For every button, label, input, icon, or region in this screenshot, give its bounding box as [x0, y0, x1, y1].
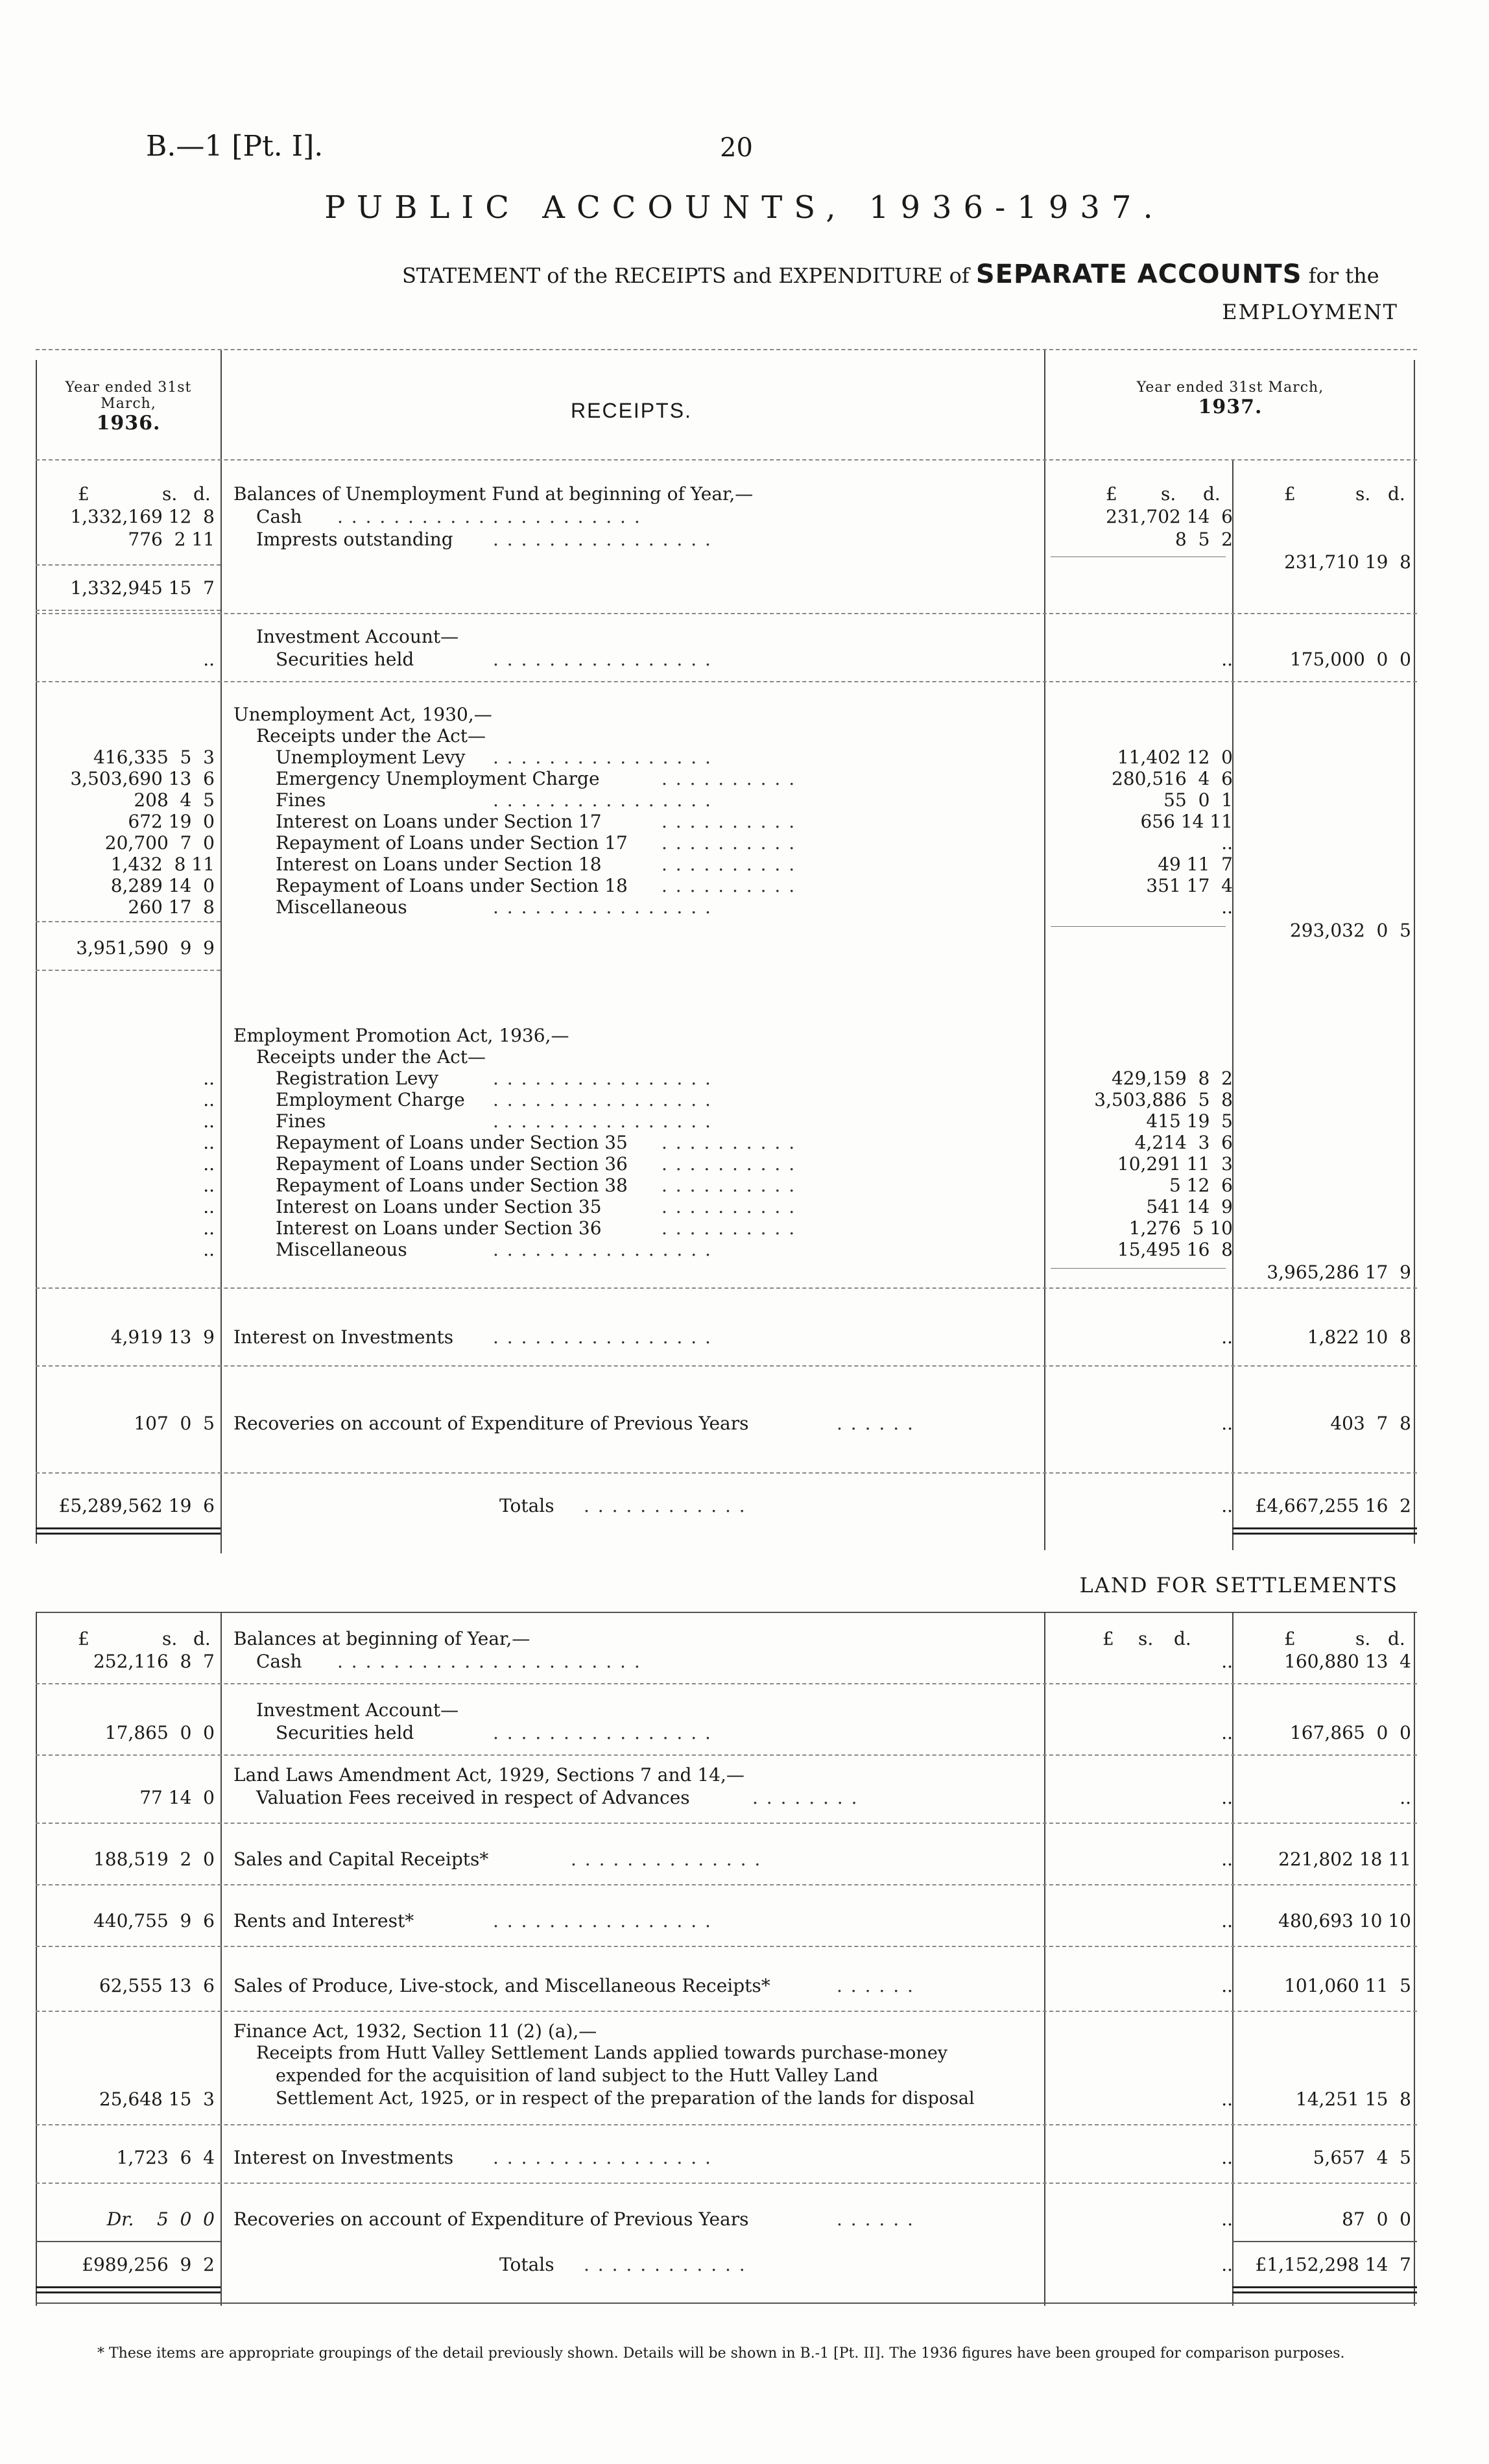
amount-1937-detail: 15,495 16 8	[1117, 1239, 1233, 1260]
row-rule	[36, 1884, 1417, 1885]
amount-1937-detail: ..	[1221, 1651, 1233, 1672]
amount-1937-detail: ..	[1221, 2208, 1233, 2230]
row-label: Employment Charge	[276, 1089, 465, 1110]
row-label: Interest on Loans under Section 17	[276, 811, 602, 832]
amount-1937-detail: ..	[1221, 1975, 1233, 1996]
row-label: Rents and Interest*	[233, 1910, 414, 1932]
table-row	[0, 854, 1489, 876]
unit-shilling: s.	[1138, 1628, 1154, 1649]
leader-dots: . . . . . . . . . . . . . . . .	[493, 2147, 712, 2168]
amount-1936: 208 4 5	[134, 789, 215, 811]
row-label: Valuation Fees received in respect of Advances	[256, 1787, 690, 1808]
amount-1936: 1,723 6 4	[116, 2147, 215, 2168]
row-label: Fines	[276, 789, 326, 811]
table-row	[0, 725, 1489, 747]
row-rule	[36, 1287, 1417, 1289]
table-row	[0, 704, 1489, 726]
amount-1937-detail: ..	[1221, 1326, 1233, 1348]
footnote: * These items are appropriate groupings of the detail previously shown. Details will be shown in B.-1 [Pt. II]. The 1936 figures have been grouped for comparison purposes.	[97, 2345, 1345, 2362]
amount-1936: 20,700 7 0	[104, 832, 215, 854]
table-row	[0, 1699, 1489, 1721]
row-label: Recoveries on account of Expenditure of Previous Years	[233, 2208, 749, 2230]
row-label: Balances of Unemployment Fund at beginning of Year,—	[233, 483, 754, 505]
table-row	[0, 1764, 1489, 1786]
amount-1937-detail: 541 14 9	[1146, 1196, 1233, 1217]
amount-1936: 25,648 15 3	[99, 2088, 215, 2110]
amount-1937-detail: 55 0 1	[1163, 789, 1233, 811]
leader-dots: . . . . . . . . . .	[661, 1175, 796, 1196]
table-row	[0, 1089, 1489, 1111]
table-row	[0, 1413, 1489, 1435]
row-label: Securities held	[276, 649, 414, 670]
leader-dots: . . . . . . . . . . . . . . . .	[493, 1089, 712, 1110]
row-rule	[36, 2011, 1417, 2012]
col2-header	[1045, 379, 1415, 418]
row-rule	[36, 613, 1417, 614]
unit-shilling: s.	[1161, 483, 1176, 505]
table-row	[0, 1326, 1489, 1348]
amount-1937-detail: ..	[1221, 832, 1233, 854]
table-row	[0, 577, 1489, 599]
amount-1936: 62,555 13 6	[99, 1975, 215, 1996]
table-row	[0, 529, 1489, 551]
table-row	[0, 551, 1489, 573]
leader-dots: . . . . . . . . . . . . . . . .	[493, 896, 712, 918]
amount-1936: 188,519 2 0	[93, 1848, 215, 1870]
section-employment-title: EMPLOYMENT	[1222, 300, 1398, 324]
section-land-title: LAND FOR SETTLEMENTS	[1079, 1573, 1398, 1597]
table-row	[0, 1110, 1489, 1132]
row-label: Receipts under the Act—	[256, 725, 486, 747]
table-row	[0, 1153, 1489, 1175]
table-row	[0, 1132, 1489, 1154]
amount-1937-detail: 3,503,886 5 8	[1094, 1089, 1233, 1110]
unit-pence: d.	[1174, 1628, 1191, 1649]
amount-1937-detail: ..	[1221, 2254, 1233, 2275]
subtitle-bold: SEPARATE ACCOUNTS	[975, 259, 1302, 289]
page-title: PUBLIC ACCOUNTS, 1936-1937.	[324, 189, 1165, 226]
col1-header-year: 1936.	[96, 412, 161, 435]
amount-1937-total: 14,251 15 8	[1295, 2088, 1411, 2110]
row-label: Recoveries on account of Expenditure of Previous Years	[233, 1413, 749, 1434]
double-rule	[1232, 1533, 1417, 1535]
row-label: Securities held	[276, 1722, 414, 1743]
amount-1937-detail: 415 19 5	[1146, 1110, 1233, 1132]
row-label: Unemployment Act, 1930,—	[233, 704, 492, 725]
unit-pound: £	[78, 483, 89, 505]
double-rule	[1232, 2286, 1417, 2288]
amount-1936: 416,335 5 3	[93, 747, 215, 768]
table-row	[0, 649, 1489, 671]
leader-dots: . . . . . . . .	[752, 1787, 859, 1808]
amount-1937-total: 167,865 0 0	[1289, 1722, 1411, 1743]
amount-1937-total: 221,802 18 11	[1278, 1848, 1411, 1870]
row-label: Sales of Produce, Live-stock, and Miscellaneous Receipts*	[233, 1975, 770, 1996]
leader-dots: . . . . . . . . . . . . . . . .	[493, 1239, 712, 1260]
row-label: Miscellaneous	[276, 896, 407, 918]
unit-pound: £	[1284, 1628, 1296, 1649]
amount-1937-detail: 351 17 4	[1146, 875, 1233, 896]
amount-1936: Dr. 5 0 0	[106, 2208, 215, 2230]
row-label: Repayment of Loans under Section 36	[276, 1153, 628, 1175]
amount-1936: 77 14 0	[139, 1787, 215, 1808]
col2-header-year: 1937.	[1198, 396, 1263, 418]
amount-1936: 260 17 8	[128, 896, 215, 918]
amount-1936: 3,503,690 13 6	[70, 768, 215, 789]
amount-1937-detail: 49 11 7	[1158, 854, 1233, 875]
leader-dots: . . . . . . . . . .	[661, 854, 796, 875]
col1-header-text: Year ended 31st March,	[65, 379, 192, 412]
unit-pound: £	[78, 1628, 89, 1649]
unit-pence: d.	[193, 1628, 211, 1649]
row-rule	[36, 2124, 1417, 2125]
table-row	[0, 1046, 1489, 1068]
row-rule	[36, 1823, 1417, 1824]
unit-pence: d.	[1203, 483, 1221, 505]
unit-shilling: s.	[162, 1628, 178, 1649]
row-label: Investment Account—	[256, 626, 459, 647]
double-rule	[1232, 2291, 1417, 2293]
leader-dots: . . . . . . . . . . . . . . . .	[493, 1910, 712, 1932]
row-rule	[36, 1365, 1417, 1367]
table-top-rule	[36, 349, 1417, 350]
amount-1936: 776 2 11	[128, 529, 215, 550]
amount-1936: ..	[203, 1196, 215, 1217]
row-label: Emergency Unemployment Charge	[276, 768, 600, 789]
row-rule	[36, 1946, 1417, 1947]
amount-1936: ..	[203, 1068, 215, 1089]
header-rule	[36, 459, 1417, 461]
amount-1937-total: 5,657 4 5	[1313, 2147, 1411, 2168]
amount-1937-total: 480,693 10 10	[1278, 1910, 1411, 1932]
amount-1936: 252,116 8 7	[93, 1651, 215, 1672]
col1-header	[38, 379, 219, 435]
row-label: Unemployment Levy	[276, 747, 466, 768]
amount-1937-detail: ..	[1221, 1910, 1233, 1932]
subtitle-post: for the	[1308, 263, 1379, 288]
table-row	[0, 1628, 1489, 1650]
amount-1937-detail: 5 12 6	[1169, 1175, 1233, 1196]
row-rule	[36, 681, 1417, 682]
leader-dots: . . . . . . . . . .	[661, 1217, 796, 1239]
row-rule	[36, 2183, 1417, 2184]
table-row	[0, 937, 1489, 959]
table-row	[0, 1175, 1489, 1197]
amount-1937-total: 87 0 0	[1342, 2208, 1411, 2230]
leader-dots: . . . . . . . . . . . . . . . .	[493, 1326, 712, 1348]
amount-1936: ..	[203, 1153, 215, 1175]
row-label: Miscellaneous	[276, 1239, 407, 1260]
amount-1936: 1,432 8 11	[110, 854, 215, 875]
row-label: Interest on Loans under Section 36	[276, 1217, 602, 1239]
amount-1937-detail: ..	[1221, 1722, 1233, 1743]
row-label: Repayment of Loans under Section 18	[276, 875, 628, 896]
amount-1936: 107 0 5	[134, 1413, 215, 1434]
row-rule	[36, 564, 220, 566]
table-row	[0, 1910, 1489, 1932]
row-label: Fines	[276, 1110, 326, 1132]
table-row	[0, 506, 1489, 528]
amount-1937-total: 293,032 0 5	[1289, 920, 1411, 941]
divider-col3	[1232, 461, 1233, 1550]
unit-shilling: s.	[162, 483, 178, 505]
leader-dots: . . . . . . . . . . . . . . . .	[493, 1722, 712, 1743]
leader-dots: . . . . . . . . . .	[661, 768, 796, 789]
double-rule	[1232, 1527, 1417, 1529]
row-rule	[36, 1754, 1417, 1756]
row-label: Interest on Investments	[233, 2147, 454, 2168]
amount-1937-detail: 11,402 12 0	[1117, 747, 1233, 768]
leader-dots: . . . . . . . . . .	[661, 1153, 796, 1175]
row-label: Finance Act, 1932, Section 11 (2) (a),—	[233, 2020, 597, 2042]
unit-pound: £	[1102, 1628, 1114, 1649]
land-top-rule	[36, 1612, 1417, 1613]
table-row	[0, 1975, 1489, 1997]
amount-1937-detail: 4,214 3 6	[1134, 1132, 1233, 1153]
row-rule	[1232, 2241, 1417, 2242]
row-label: Balances at beginning of Year,—	[233, 1628, 530, 1649]
table-row	[0, 2043, 1489, 2065]
table-row	[0, 2020, 1489, 2042]
table-row	[0, 896, 1489, 918]
amount-1937-detail: ..	[1221, 1495, 1233, 1516]
receipts-header: RECEIPTS.	[571, 399, 692, 422]
row-label: Repayment of Loans under Section 17	[276, 832, 628, 854]
row-rule	[36, 1472, 1417, 1474]
amount-1936: 672 19 0	[128, 811, 215, 832]
row-rule	[36, 2241, 220, 2242]
leader-dots: . . . . . . . . . . . . . . . .	[493, 1110, 712, 1132]
total-1936: £5,289,562 19 6	[58, 1495, 215, 1516]
amount-1936: ..	[203, 1089, 215, 1110]
total-1937: £4,667,255 16 2	[1255, 1495, 1411, 1516]
leader-dots: . . . . . . . . . . . .	[584, 2254, 746, 2275]
amount-1937-total: 1,822 10 8	[1307, 1326, 1411, 1348]
amount-1936: 17,865 0 0	[104, 1722, 215, 1743]
amount-1936: 1,332,169 12 8	[70, 506, 215, 527]
amount-1936: ..	[203, 1175, 215, 1196]
table-row	[0, 1068, 1489, 1090]
leader-dots: . . . . . . . . . . . . . . . .	[493, 789, 712, 811]
row-label: Employment Promotion Act, 1936,—	[233, 1025, 569, 1046]
double-rule	[36, 1533, 220, 1535]
land-bottom-rule	[36, 2303, 1417, 2304]
amount-1937-total: 175,000 0 0	[1289, 649, 1411, 670]
totals-row	[0, 2254, 1489, 2276]
unit-pence: d.	[1388, 1628, 1405, 1649]
amount-1937-detail: 280,516 4 6	[1111, 768, 1233, 789]
leader-dots: . . . . . .	[837, 1975, 914, 1996]
amount-1937-detail: ..	[1221, 1848, 1233, 1870]
leader-dots: . . . . . . . . . . . . . . . .	[493, 649, 712, 670]
row-label: expended for the acquisition of land subject to the Hutt Valley Land	[276, 2066, 879, 2086]
amount-1937-detail: ..	[1221, 1787, 1233, 1808]
table-row	[0, 1787, 1489, 1809]
row-label: Receipts under the Act—	[256, 1046, 486, 1068]
amount-1936-total: 3,951,590 9 9	[76, 937, 215, 959]
subtitle-pre: STATEMENT of the RECEIPTS and EXPENDITURE of	[402, 263, 970, 288]
leader-dots: . . . . . . . . . . . . . . . .	[493, 529, 712, 550]
unit-pound: £	[1284, 483, 1296, 505]
row-rule	[36, 970, 220, 971]
leader-dots: . . . . . . . . . . . . . . . .	[493, 747, 712, 768]
total-1937: £1,152,298 14 7	[1255, 2254, 1411, 2275]
table-row	[0, 768, 1489, 790]
leader-dots: . . . . . . . . . .	[661, 875, 796, 896]
table-row	[0, 875, 1489, 897]
amount-1936: ..	[203, 649, 215, 670]
row-label: Land Laws Amendment Act, 1929, Sections 7 and 14,—	[233, 1764, 744, 1786]
col2-header-text: Year ended 31st March,	[1136, 379, 1324, 396]
table-row	[0, 811, 1489, 833]
amount-1936: ..	[203, 1217, 215, 1239]
amount-1937-total: 3,965,286 17 9	[1267, 1262, 1411, 1283]
table-row	[0, 1262, 1489, 1284]
amount-1937-detail: ..	[1221, 2147, 1233, 2168]
table-row	[0, 2088, 1489, 2111]
amount-1937-total: 101,060 11 5	[1284, 1975, 1411, 1996]
unit-pence: d.	[1388, 483, 1405, 505]
amount-1937-detail: 8 5 2	[1174, 529, 1233, 550]
row-label: Interest on Loans under Section 18	[276, 854, 602, 875]
amount-1936: ..	[203, 1132, 215, 1153]
table-row	[0, 1196, 1489, 1218]
statement-subtitle	[402, 259, 1379, 289]
totals-label: Totals	[499, 2254, 554, 2275]
amount-1936: 8,289 14 0	[110, 875, 215, 896]
amount-1937-detail: 231,702 14 6	[1106, 506, 1233, 527]
double-rule	[36, 2286, 220, 2288]
total-1936: £989,256 9 2	[82, 2254, 215, 2275]
leader-dots: . . . . . . . . . . . .	[584, 1495, 746, 1516]
totals-row	[0, 1495, 1489, 1517]
unit-shilling: s.	[1355, 483, 1371, 505]
row-label: Registration Levy	[276, 1068, 439, 1089]
table-row	[0, 2147, 1489, 2169]
leader-dots: . . . . . . . . . .	[661, 1132, 796, 1153]
amount-1937-detail: ..	[1221, 1413, 1233, 1434]
amount-1937-detail: 656 14 11	[1140, 811, 1233, 832]
leader-dots: . . . . . . . . . .	[661, 811, 796, 832]
unit-pence: d.	[193, 483, 211, 505]
totals-label: Totals	[499, 1495, 554, 1516]
leader-dots: . . . . . . . . . . . . . . . .	[493, 1068, 712, 1089]
amount-1936-total: 1,332,945 15 7	[70, 577, 215, 599]
row-label: Sales and Capital Receipts*	[233, 1848, 489, 1870]
table-row	[0, 2208, 1489, 2231]
row-label: Interest on Investments	[233, 1326, 454, 1348]
row-label: Receipts from Hutt Valley Settlement Lands applied towards purchase-money	[256, 2043, 948, 2063]
row-label: Interest on Loans under Section 35	[276, 1196, 602, 1217]
table-row	[0, 1722, 1489, 1744]
amount-1937-detail: 1,276 5 10	[1128, 1217, 1233, 1239]
row-rule	[36, 1683, 1417, 1684]
row-rule	[36, 610, 220, 611]
double-rule	[36, 2291, 220, 2293]
row-label: Cash	[256, 506, 302, 527]
amount-1936: 440,755 9 6	[93, 1910, 215, 1932]
leader-dots: . . . . . .	[837, 1413, 914, 1434]
leader-dots: . . . . . . . . . . . . . . . . . . . . . .	[337, 506, 641, 527]
table-row	[0, 832, 1489, 854]
document-reference: B.—1 [Pt. I].	[146, 130, 324, 163]
amount-1937-total: ..	[1400, 1787, 1411, 1808]
amount-1937-detail: ..	[1221, 2088, 1233, 2110]
amount-1937-total: 160,880 13 4	[1284, 1651, 1411, 1672]
table-row	[0, 789, 1489, 811]
amount-1937-detail: ..	[1221, 649, 1233, 670]
leader-dots: . . . . . . . . . .	[661, 832, 796, 854]
table-row	[0, 747, 1489, 769]
table-row	[0, 1651, 1489, 1673]
leader-dots: . . . . . . . . . . . . . .	[571, 1848, 762, 1870]
table-row	[0, 1217, 1489, 1239]
row-label: Cash	[256, 1651, 302, 1672]
table-row	[0, 1025, 1489, 1047]
row-label: Settlement Act, 1925, or in respect of the preparation of the lands for disposal	[276, 2088, 975, 2109]
double-rule	[36, 1527, 220, 1529]
page-number: 20	[720, 133, 753, 163]
leader-dots: . . . . . .	[837, 2208, 914, 2230]
table-row	[0, 626, 1489, 648]
amount-1936: ..	[203, 1110, 215, 1132]
amount-1937-detail: 429,159 8 2	[1111, 1068, 1233, 1089]
leader-dots: . . . . . . . . . .	[661, 1196, 796, 1217]
row-label: Investment Account—	[256, 1699, 459, 1721]
amount-1936: ..	[203, 1239, 215, 1260]
row-label: Imprests outstanding	[256, 529, 453, 550]
table-row	[0, 483, 1489, 505]
unit-shilling: s.	[1355, 1628, 1371, 1649]
unit-pound: £	[1106, 483, 1117, 505]
amount-1937-total: 403 7 8	[1330, 1413, 1411, 1434]
table-row	[0, 1848, 1489, 1871]
amount-1936: 4,919 13 9	[110, 1326, 215, 1348]
table-row	[0, 2066, 1489, 2088]
row-label: Repayment of Loans under Section 38	[276, 1175, 628, 1196]
amount-1937-detail: 10,291 11 3	[1117, 1153, 1233, 1175]
leader-dots: . . . . . . . . . . . . . . . . . . . . . .	[337, 1651, 641, 1672]
row-label: Repayment of Loans under Section 35	[276, 1132, 628, 1153]
table-row	[0, 1239, 1489, 1261]
amount-1937-detail: ..	[1221, 896, 1233, 918]
amount-1937-total: 231,710 19 8	[1284, 551, 1411, 573]
